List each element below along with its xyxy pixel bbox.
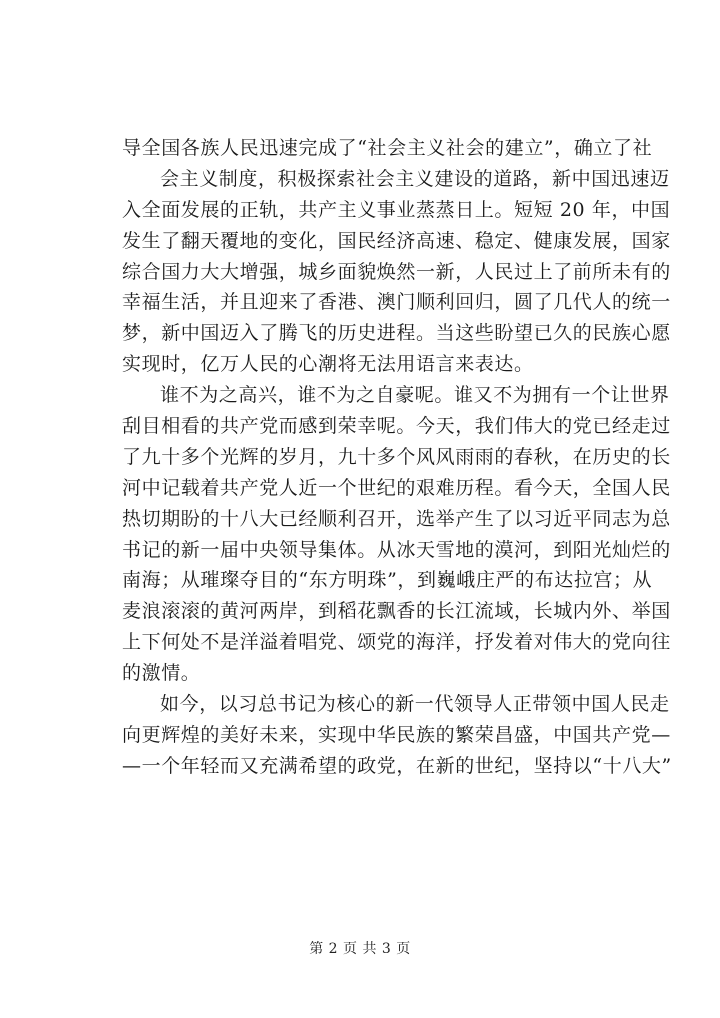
text-line: 幸福生活，并且迎来了香港、澳门顺利回归，圆了几代人的统一 <box>122 291 671 314</box>
text-line: 书记的新一届中央领导集体。从冰天雪地的漠河，到阳光灿烂的 <box>122 538 671 561</box>
text-line: 发生了翻天覆地的变化，国民经济高速、稳定、健康发展，国家 <box>122 229 671 252</box>
page-number-footer: 第 2 页 共 3 页 <box>309 941 411 957</box>
text-line: 会主义制度，积极探索社会主义建设的道路，新中国迅速迈 <box>160 167 670 190</box>
text-line: 谁不为之高兴，谁不为之自豪呢。谁又不为拥有一个让世界 <box>160 384 670 407</box>
text-line: 的激情。 <box>122 662 201 685</box>
text-line: 了九十多个光辉的岁月，九十多个风风雨雨的春秋，在历史的长 <box>122 445 671 468</box>
document-body <box>122 133 672 782</box>
text-line: 入全面发展的正轨，共产主义事业蒸蒸日上。短短 20 年，中国 <box>122 198 671 221</box>
text-line: 向更辉煌的美好未来，实现中华民族的繁荣昌盛，中国共产党— <box>122 723 671 746</box>
text-line: 梦，新中国迈入了腾飞的历史进程。当这些盼望已久的民族心愿 <box>122 322 671 345</box>
text-line: 上下何处不是洋溢着唱党、颂党的海洋，抒发着对伟大的党向往 <box>122 631 671 654</box>
text-line: 综合国力大大增强，城乡面貌焕然一新，人民过上了前所未有的 <box>122 260 671 283</box>
text-line: 河中记载着共产党人近一个世纪的艰难历程。看今天，全国人民 <box>122 476 671 499</box>
text-line: 实现时，亿万人民的心潮将无法用语言来表达。 <box>122 353 534 376</box>
text-line: 南海；从璀璨夺目的“东方明珠”，到巍峨庄严的布达拉宫；从 <box>122 569 653 592</box>
text-line: 麦浪滚滚的黄河两岸，到稻花飘香的长江流域，长城内外、举国 <box>122 600 671 623</box>
text-line: 热切期盼的十八大已经顺利召开，选举产生了以习近平同志为总 <box>122 507 671 530</box>
text-line: 如今，以习总书记为核心的新一代领导人正带领中国人民走 <box>160 693 670 716</box>
text-line: 导全国各族人民迅速完成了“社会主义社会的建立”，确立了社 <box>122 137 653 159</box>
text-line: 刮目相看的共产党而感到荣幸呢。今天，我们伟大的党已经走过 <box>122 415 671 438</box>
text-line: —一个年轻而又充满希望的政党，在新的世纪，坚持以“十八大” <box>122 754 672 777</box>
